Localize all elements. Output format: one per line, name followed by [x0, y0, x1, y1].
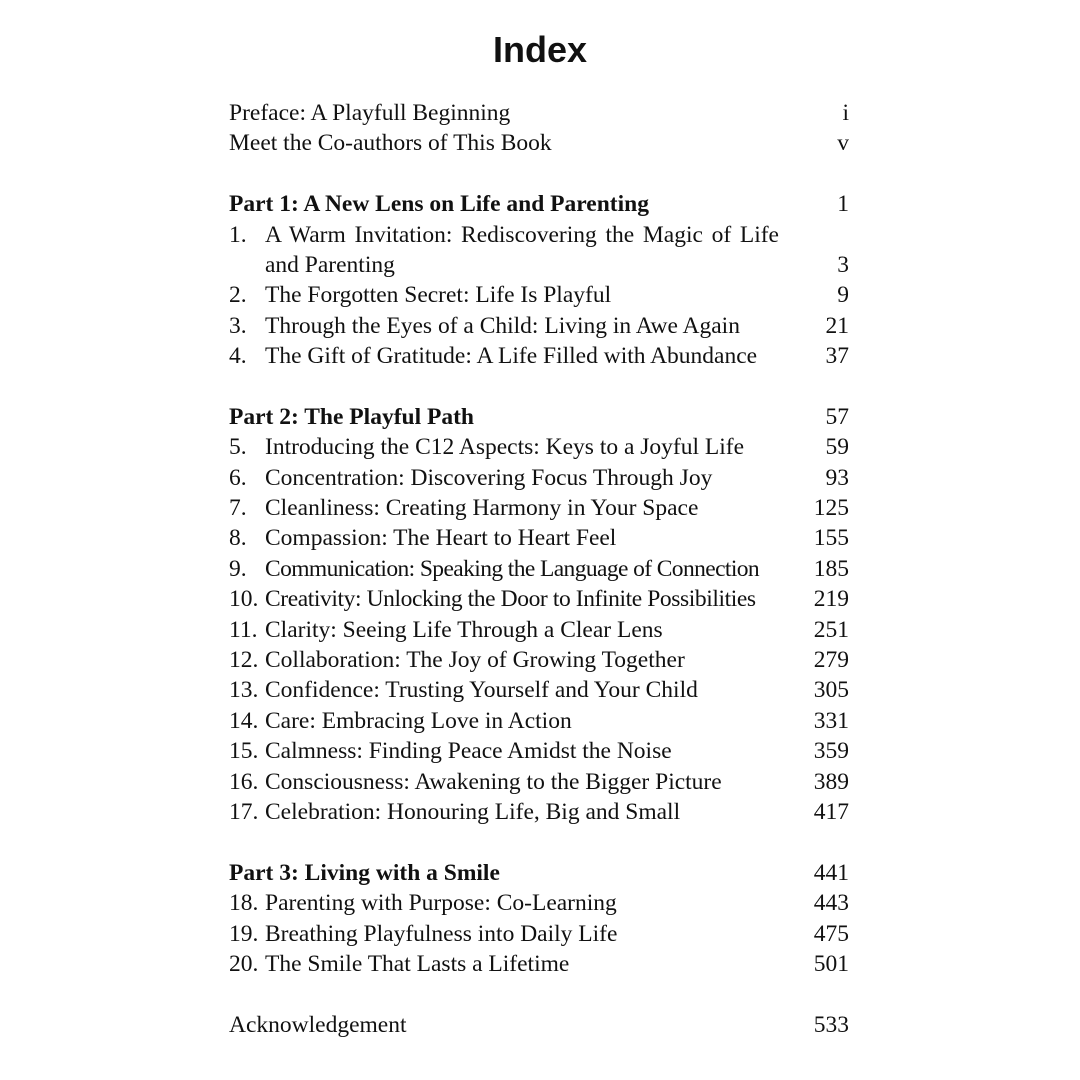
chapter-page: 185	[813, 555, 849, 582]
chapter-entry	[229, 554, 849, 584]
chapter-number: 9.	[229, 555, 247, 582]
chapter-title: Breathing Playfulness into Daily Life	[265, 920, 618, 947]
toc-entry-title: Preface: A Playfull Beginning	[229, 99, 511, 126]
chapter-page: 443	[813, 890, 849, 917]
part-heading-3	[229, 858, 849, 888]
toc-entry-co-authors	[229, 128, 849, 158]
chapter-entry	[229, 888, 849, 918]
chapter-page: 219	[813, 586, 849, 613]
chapter-number: 4.	[229, 343, 247, 370]
chapter-number: 5.	[229, 434, 247, 461]
part-title: Part 2: The Playful Path	[229, 403, 474, 430]
chapter-number: 18.	[229, 890, 259, 917]
chapter-page: 475	[813, 920, 849, 947]
toc-entry-title: Acknowledgement	[229, 1011, 407, 1038]
chapter-entry	[229, 493, 849, 523]
chapter-entry	[229, 523, 849, 553]
chapter-page: 359	[813, 738, 849, 765]
chapter-page: 37	[825, 343, 849, 370]
toc-entry-page: v	[837, 130, 849, 157]
part-title: Part 1: A New Lens on Life and Parenting	[229, 191, 649, 218]
section-spacer	[229, 979, 849, 1009]
chapter-number: 1.	[229, 221, 247, 248]
chapter-page: 251	[813, 616, 849, 643]
chapter-title: The Forgotten Secret: Life Is Playful	[265, 282, 612, 309]
part-title: Part 3: Living with a Smile	[229, 859, 500, 886]
page-title: Index	[492, 29, 588, 70]
section-spacer	[229, 372, 849, 402]
section-spacer	[229, 159, 849, 189]
chapter-entry	[229, 919, 849, 949]
chapter-title: The Smile That Lasts a Lifetime	[265, 950, 570, 977]
part-page: 441	[813, 859, 849, 886]
chapter-page: 59	[825, 434, 849, 461]
chapter-number: 11.	[229, 616, 258, 643]
chapter-page: 305	[813, 677, 849, 704]
chapter-entry	[229, 767, 849, 797]
chapter-page: 417	[813, 798, 849, 825]
chapter-entry	[229, 675, 849, 705]
chapter-title: Through the Eyes of a Child: Living in Awe Again	[265, 312, 740, 339]
chapter-page: 331	[813, 707, 849, 734]
chapter-entry	[229, 615, 849, 645]
chapter-number: 16.	[229, 768, 259, 795]
chapter-number: 13.	[229, 677, 259, 704]
chapter-title: Clarity: Seeing Life Through a Clear Lens	[265, 616, 663, 643]
chapter-entry	[229, 432, 849, 462]
toc-entry-acknowledgement	[229, 1010, 849, 1040]
chapter-number: 7.	[229, 495, 247, 522]
table-of-contents	[229, 98, 849, 1040]
chapter-entry	[229, 797, 849, 827]
part-heading-1	[229, 189, 849, 219]
chapter-title: Concentration: Discovering Focus Through Joy	[265, 464, 713, 491]
chapter-title: Collaboration: The Joy of Growing Together	[265, 647, 685, 674]
chapter-page: 3	[837, 251, 849, 278]
chapter-number: 14.	[229, 707, 259, 734]
section-spacer	[229, 827, 849, 857]
chapter-number: 10.	[229, 586, 259, 613]
chapter-number: 6.	[229, 464, 247, 491]
chapter-number: 20.	[229, 950, 259, 977]
chapter-title: Parenting with Purpose: Co-Learning	[265, 890, 617, 917]
chapter-title: Cleanliness: Creating Harmony in Your Space	[265, 495, 699, 522]
toc-entry-page: i	[842, 99, 849, 126]
chapter-entry	[229, 341, 849, 371]
chapter-title: Celebration: Honouring Life, Big and Small	[265, 798, 681, 825]
chapter-page: 155	[813, 525, 849, 552]
chapter-title: Creativity: Unlocking the Door to Infinite Possibilities	[265, 586, 756, 613]
chapter-title: Calmness: Finding Peace Amidst the Noise	[265, 738, 672, 765]
toc-entry-preface	[229, 98, 849, 128]
part-heading-2	[229, 402, 849, 432]
chapter-number: 17.	[229, 798, 259, 825]
chapter-number: 2.	[229, 282, 247, 309]
chapter-entry	[229, 949, 849, 979]
chapter-number: 8.	[229, 525, 247, 552]
chapter-page: 93	[825, 464, 849, 491]
chapter-title: Introducing the C12 Aspects: Keys to a Joyful Life	[265, 434, 745, 461]
chapter-page: 125	[813, 495, 849, 522]
chapter-title: The Gift of Gratitude: A Life Filled with Abundance	[265, 343, 758, 370]
chapter-title: Communication: Speaking the Language of Connection	[265, 555, 760, 582]
chapter-number: 15.	[229, 738, 259, 765]
chapter-entry	[229, 736, 849, 766]
chapter-title: Care: Embracing Love in Action	[265, 707, 572, 734]
chapter-number: 19.	[229, 920, 259, 947]
chapter-entry	[229, 706, 849, 736]
chapter-entry	[229, 280, 849, 310]
part-page: 1	[837, 191, 849, 218]
chapter-page: 9	[837, 282, 849, 309]
chapter-number: 3.	[229, 312, 247, 339]
chapter-number: 12.	[229, 647, 259, 674]
chapter-entry	[229, 311, 849, 341]
chapter-entry	[229, 220, 849, 281]
toc-entry-title: Meet the Co-authors of This Book	[229, 130, 552, 157]
chapter-title: A Warm Invitation: Rediscovering the Magic of Life and Parenting	[265, 221, 779, 278]
chapter-page: 501	[813, 950, 849, 977]
chapter-entry	[229, 584, 849, 614]
chapter-entry	[229, 645, 849, 675]
chapter-entry	[229, 463, 849, 493]
part-page: 57	[825, 403, 849, 430]
chapter-title: Confidence: Trusting Yourself and Your Child	[265, 677, 698, 704]
chapter-page: 279	[813, 647, 849, 674]
toc-entry-page: 533	[813, 1011, 849, 1038]
chapter-page: 389	[813, 768, 849, 795]
chapter-title: Compassion: The Heart to Heart Feel	[265, 525, 617, 552]
chapter-title: Consciousness: Awakening to the Bigger Picture	[265, 768, 722, 795]
chapter-page: 21	[825, 312, 849, 339]
